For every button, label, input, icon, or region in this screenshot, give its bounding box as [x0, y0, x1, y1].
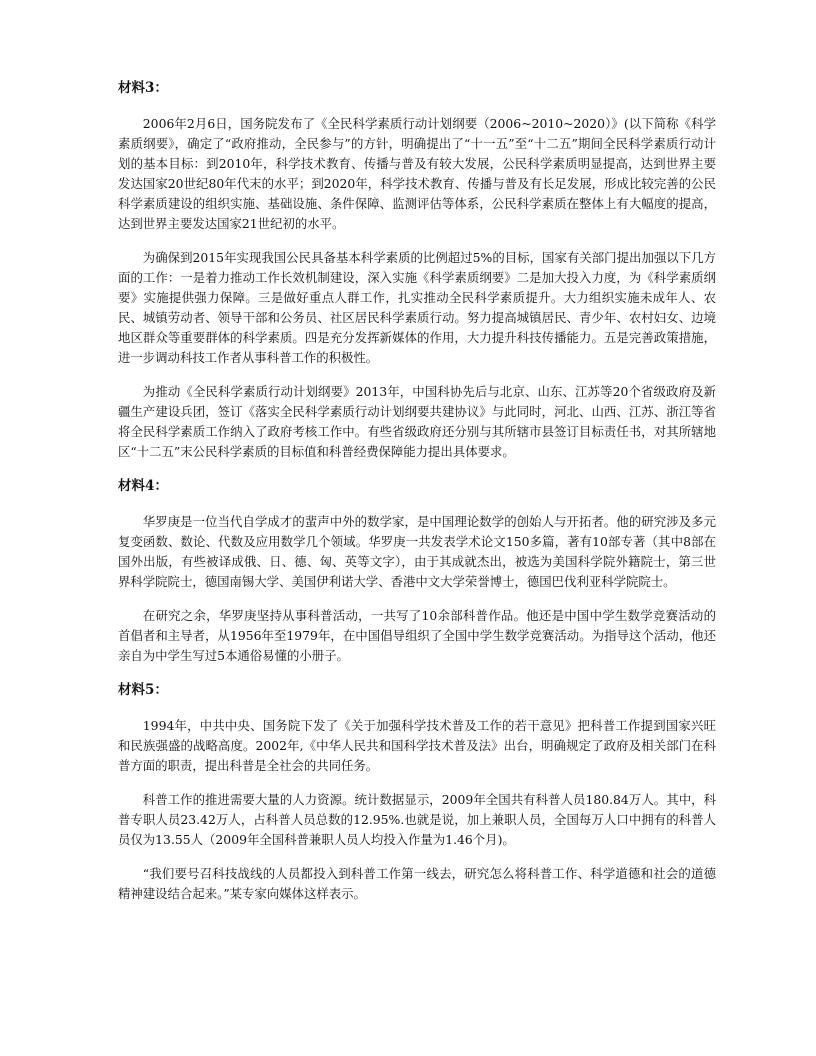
material-3-section — [118, 78, 716, 462]
material-3-paragraph-1: 2006年2月6日，国务院发布了《全民科学素质行动计划纲要（2006~2010~2020）》(以下简称《科学素质纲要》，确定了“政府推动，全民参与”的方针，明确提出了“十一五”至“十二五”期间全民科学素质行动计划的基本目标：到2010年，科学技术教育、传播与普及有较大发展，公民科学素质明显提高，达到世界主要发达国家20世纪80年代末的水平；到2020年，科学技术教育、传播与普及有长足发展，形成比较完善的公民科学素质建设的组织实施、基础设施、条件保障、监测评估等体系，公民科学素质在整体上有大幅度的提高，达到世界主要发达国家21世纪初的水平。 — [118, 116, 716, 231]
material-4-heading: 材料4： — [118, 478, 168, 494]
material-3-paragraph-2: 为确保到2015年实现我国公民具备基本科学素质的比例超过5%的目标，国家有关部门提出加强以下几方面的工作：一是着力推动工作长效机制建设，深入实施《科学素质纲要》二是加大投入力度，为《科学素质纲要》实施提供强力保障。三是做好重点人群工作，扎实推动全民科学素质提升。大力组织实施未成年人、农民、城镇劳动者、领导干部和公务员、社区居民科学素质行动。努力提高城镇居民、青少年、农村妇女、边境地区群众等重要群体的科学素质。四是充分发挥新媒体的作用，大力提升科技传播能力。五是完善政策措施，进一步调动科技工作者从事科普工作的积极性。 — [118, 250, 716, 365]
material-5-paragraph-2: 科普工作的推进需要大量的人力资源。统计数据显示，2009年全国共有科普人员180.84万人。其中，科普专职人员23.42万人，占科普人员总数的12.95%.也就是说，加上兼职人员，全国每万人口中拥有的科普人员仅为13.55人（2009年全国科普兼职人员人均投入作量为1.46个月)。 — [118, 792, 716, 847]
material-4-paragraph-2: 在研究之余，华罗庚坚持从事科普活动，一共写了10余部科普作品。他还是中国中学生数学竞赛活动的首倡者和主导者，从1956年至1979年，在中国倡导组织了全国中学生数学竞赛活动。为指导这个活动，他还亲自为中学生写过5本通俗易懂的小册子。 — [118, 608, 716, 663]
material-4-section — [118, 476, 716, 666]
material-5-paragraph-3: “我们要号召科技战线的人员都投入到科普工作第一线去，研究怎么将科普工作、科学道德和社会的道德精神建设结合起来。”某专家向媒体这样表示。 — [118, 866, 716, 901]
material-5-heading: 材料5： — [118, 682, 168, 698]
material-3-heading: 材料3： — [118, 80, 168, 96]
material-5-section — [118, 680, 716, 904]
material-3-paragraph-3: 为推动《全民科学素质行动计划纲要》2013年，中国科协先后与北京、山东、江苏等20个省级政府及新疆生产建设兵团，签订《落实全民科学素质行动计划纲要共建协议》与此同时，河北、山西、江苏、浙江等省将全民科学素质工作纳入了政府考核工作中。有些省级政府还分别与其所辖市县签订目标责任书，对其所辖地区“十二五”末公民科学素质的目标值和科普经费保障能力提出具体要求。 — [118, 384, 716, 459]
material-5-paragraph-1: 1994年，中共中央、国务院下发了《关于加强科学技术普及工作的若干意见》把科普工作提到国家兴旺和民族强盛的战略高度。2002年,《中华人民共和国科学技术普及法》出台，明确规定了政府及相关部门在科普方面的职责，提出科普是全社会的共同任务。 — [118, 718, 716, 773]
material-4-paragraph-1: 华罗庚是一位当代自学成才的蜚声中外的数学家，是中国理论数学的创始人与开拓者。他的研究涉及多元复变函数、数论、代数及应用数学几个领域。华罗庚一共发表学术论文150多篇，著有10部专著（其中8部在国外出版，有些被译成俄、日、德、匈、英等文字），由于其成就杰出，被选为美国科学院外籍院士，第三世界科学院院士，德国南锡大学、美国伊利诺大学、香港中文大学荣誉博士，德国巴伐利亚科学院院士。 — [118, 514, 716, 589]
